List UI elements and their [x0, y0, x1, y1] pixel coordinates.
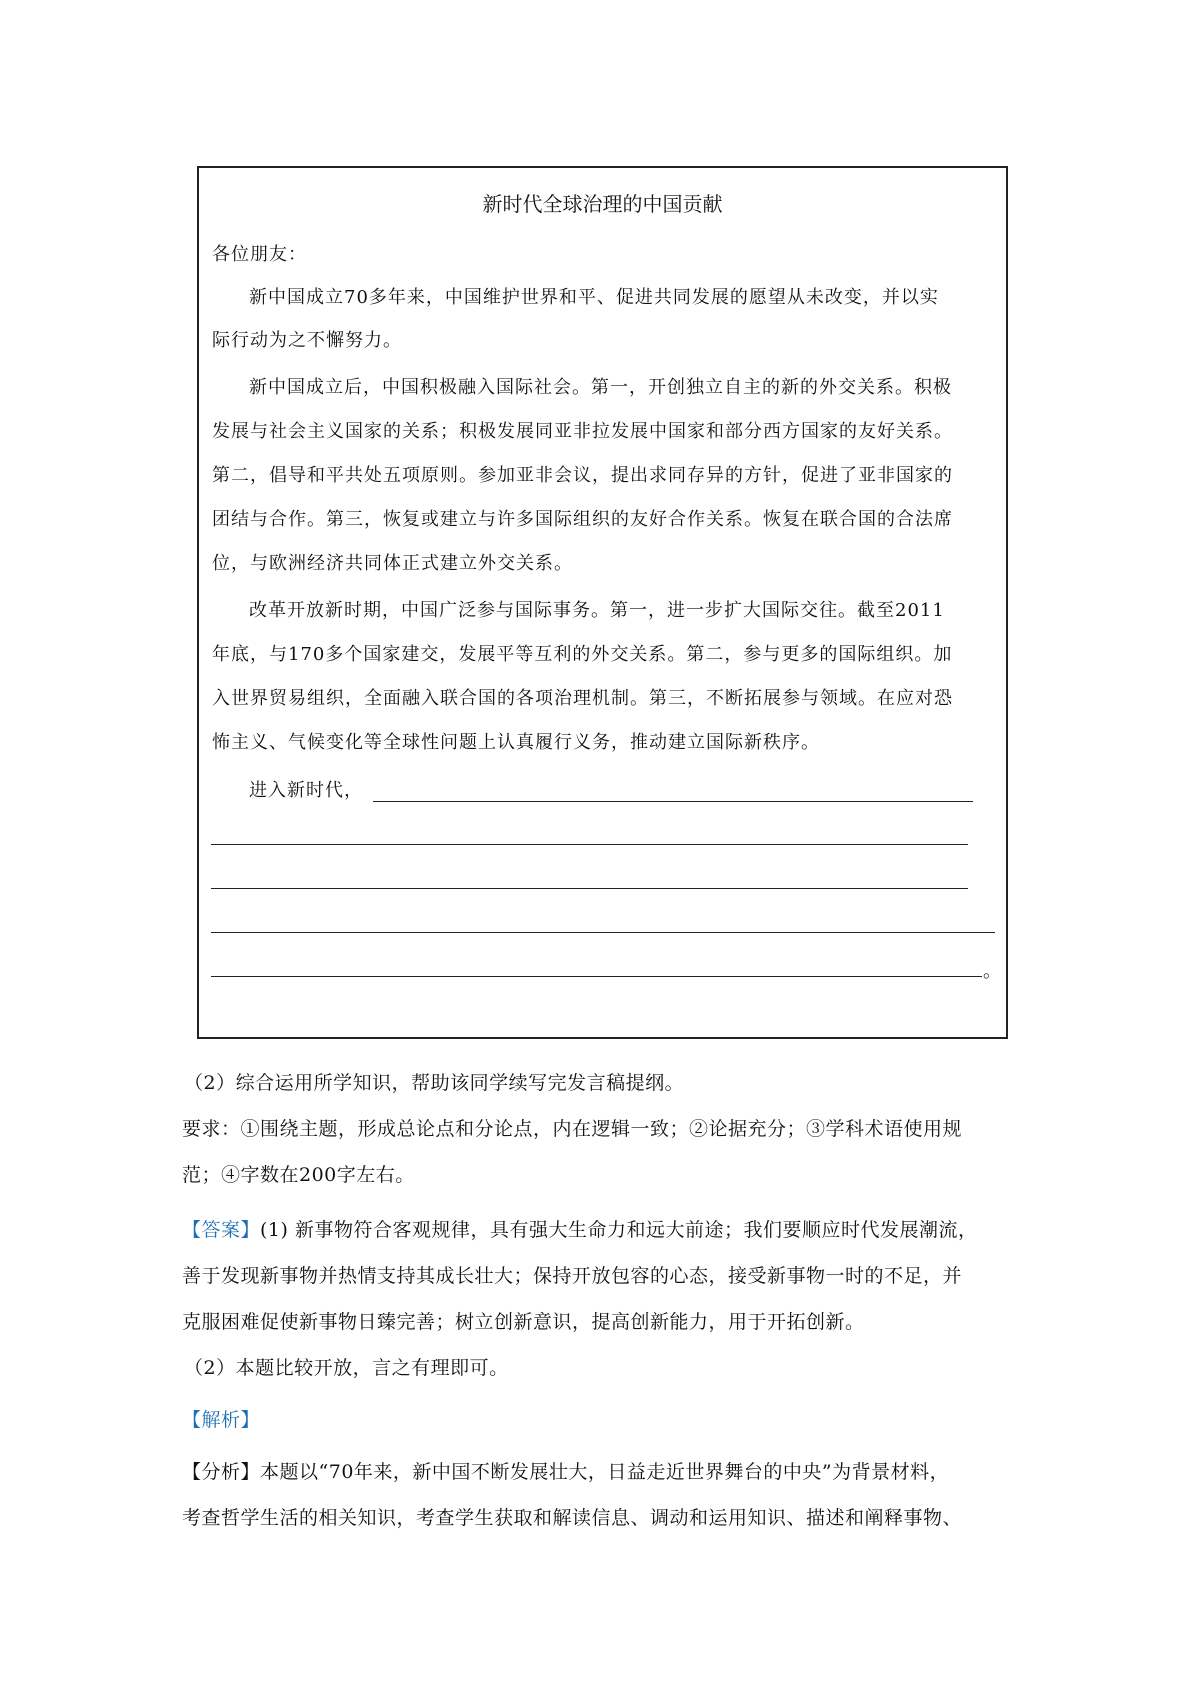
answer-line [182, 1215, 977, 1242]
answer-blank-line[interactable] [211, 888, 968, 889]
paragraph-1-line: 际行动为之不懈努力。 [212, 330, 402, 351]
fenxi-tag: 【分析】 [182, 1461, 261, 1483]
paragraph-2-line: 团结与合作。第三，恢复或建立与许多国际组织的友好合作关系。恢复在联合国的合法席 [212, 509, 953, 530]
answer-line: 克服困难促使新事物日臻完善；树立创新意识，提高创新能力，用于开拓创新。 [182, 1311, 865, 1333]
answer-blank-line[interactable] [373, 801, 973, 802]
speech-outline-box [197, 166, 1008, 1039]
paragraph-4-start: 进入新时代， [249, 780, 363, 801]
paragraph-3-line: 怖主义、气候变化等全球性问题上认真履行义务，推动建立国际新秩序。 [212, 732, 820, 753]
greeting: 各位朋友： [212, 244, 307, 265]
question-2: （2）综合运用所学知识，帮助该同学续写完发言稿提纲。 [184, 1072, 685, 1094]
paragraph-1-line: 新中国成立70多年来，中国维护世界和平、促进共同发展的愿望从未改变，并以实 [249, 287, 939, 308]
paragraph-3-line: 改革开放新时期，中国广泛参与国际事务。第一，进一步扩大国际交往。截至2011 [249, 600, 945, 621]
answer-text: (1) 新事物符合客观规律，具有强大生命力和远大前途；我们要顺应时代发展潮流， [260, 1219, 978, 1241]
answer-line: 善于发现新事物并热情支持其成长壮大；保持开放包容的心态，接受新事物一时的不足，并 [182, 1265, 963, 1287]
requirement-line: 要求：①围绕主题，形成总论点和分论点，内在逻辑一致；②论据充分；③学科术语使用规 [182, 1118, 963, 1140]
paragraph-2-line: 位，与欧洲经济共同体正式建立外交关系。 [212, 553, 573, 574]
analysis-text: 本题以“70年来，新中国不断发展壮大，日益走近世界舞台的中央”为背景材料， [260, 1461, 950, 1483]
requirement-line: 范；④字数在200字左右。 [182, 1164, 415, 1186]
analysis-line [182, 1457, 949, 1484]
paragraph-2-line: 第二，倡导和平共处五项原则。参加亚非会议，提出求同存异的方针，促进了亚非国家的 [212, 465, 953, 486]
paragraph-3-line: 入世界贸易组织，全面融入联合国的各项治理机制。第三，不断拓展参与领域。在应对恐 [212, 688, 953, 709]
answer-tag: 【答案】 [182, 1219, 261, 1241]
paragraph-3-line: 年底，与170多个国家建交，发展平等互利的外交关系。第二，参与更多的国际组织。加 [212, 644, 953, 665]
speech-title: 新时代全球治理的中国贡献 [482, 192, 723, 216]
paragraph-2-line: 新中国成立后，中国积极融入国际社会。第一，开创独立自主的新的外交关系。积极 [249, 377, 952, 398]
paragraph-2-line: 发展与社会主义国家的关系；积极发展同亚非拉发展中国家和部分西方国家的友好关系。 [212, 421, 953, 442]
end-period: 。 [983, 961, 1001, 982]
answer-blank-line[interactable] [211, 844, 968, 845]
answer-blank-line[interactable] [211, 932, 995, 933]
analysis-tag: 【解析】 [182, 1409, 261, 1431]
answer-blank-line[interactable] [211, 976, 982, 977]
answer-line: （2）本题比较开放，言之有理即可。 [184, 1357, 509, 1379]
analysis-line: 考查哲学生活的相关知识，考查学生获取和解读信息、调动和运用知识、描述和阐释事物、 [182, 1507, 963, 1529]
